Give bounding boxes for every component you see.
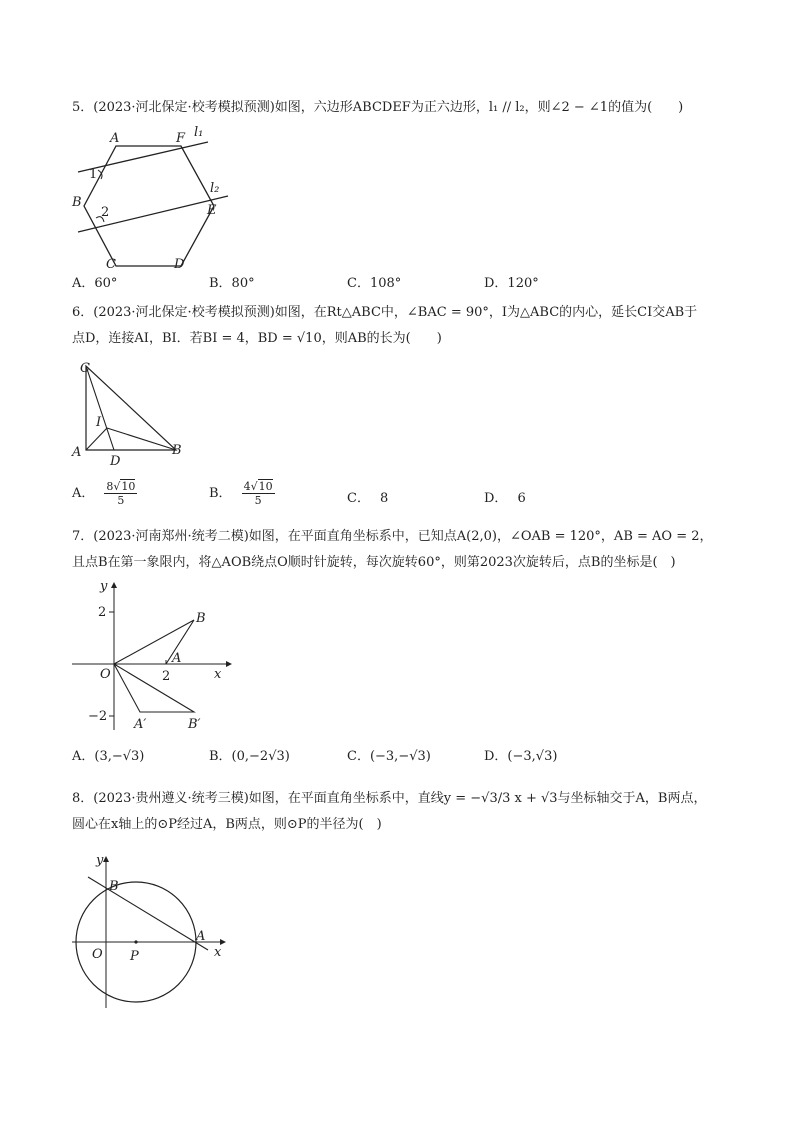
question-8-stem-line-1: 8．(2023·贵州遵义·统考三模)如图，在平面直角坐标系中，直线y = −√3/3 x + √3与坐标轴交于A，B两点， xyxy=(72,791,707,806)
label-C: C xyxy=(80,361,90,376)
option-d: D．120° xyxy=(484,276,539,291)
question-5-options xyxy=(72,272,732,298)
label-A: A xyxy=(172,651,182,666)
question-8 xyxy=(72,786,732,838)
label-E: E xyxy=(207,203,217,218)
label-A: A xyxy=(110,131,120,146)
label-l1: l₁ xyxy=(194,125,204,140)
option-a: A． $\frac{8√10}{5}$ xyxy=(72,480,136,507)
question-7-options xyxy=(72,745,732,771)
hexagon-diagram xyxy=(68,122,238,272)
label-O: O xyxy=(92,947,103,962)
option-c: C．(−3,−√3) xyxy=(347,749,431,764)
question-7-stem-line-2: 且点B在第一象限内，将△AOB绕点O顺时针旋转，每次旋转60°，则第2023次旋转后，点B的坐标是( ) xyxy=(72,555,676,570)
question-6-stem-line-2: 点D，连接AI，BI．若BI = 4，BD = √10，则AB的长为( ) xyxy=(72,331,442,346)
label-O: O xyxy=(100,667,111,682)
label-A: A xyxy=(72,445,82,460)
label-B: B xyxy=(196,611,206,626)
tick-2: 2 xyxy=(98,605,107,620)
label-y: y xyxy=(100,580,108,594)
label-x: x xyxy=(214,667,222,682)
question-8-stem-line-2: 圆心在x轴上的⊙P经过A，B两点，则⊙P的半径为( ) xyxy=(72,817,382,832)
label-C: C xyxy=(106,257,116,272)
tick-minus-2: −2 xyxy=(88,709,108,724)
coordinate-diagram xyxy=(68,580,238,740)
question-6-options xyxy=(72,480,732,514)
label-l2: l₂ xyxy=(210,181,220,196)
question-5-figure xyxy=(68,122,238,272)
label-angle-2: 2 xyxy=(101,205,110,220)
label-B: B xyxy=(109,879,119,894)
label-A-prime: A′ xyxy=(134,717,147,732)
label-angle-1: 1 xyxy=(89,167,98,182)
option-c: C． 8 xyxy=(347,491,389,506)
question-7-stem-line-1: 7．(2023·河南郑州·统考二模)如图，在平面直角坐标系中，已知点A(2,0)，∠OAB = 120°，AB = AO = 2， xyxy=(72,529,713,544)
option-c: C．108° xyxy=(347,276,402,291)
question-5 xyxy=(72,95,732,121)
question-6-stem-line-1: 6．(2023·河北保定·校考模拟预测)如图，在Rt△ABC中，∠BAC = 90°，I为△ABC的内心，延长CI交AB于 xyxy=(72,305,698,320)
option-b: B． $\frac{4√10}{5}$ xyxy=(209,480,273,507)
option-a: A．(3,−√3) xyxy=(72,749,145,764)
option-a: A．60° xyxy=(72,276,118,291)
label-y: y xyxy=(96,853,104,868)
label-x: x xyxy=(214,945,222,960)
question-7 xyxy=(72,524,732,576)
circle-diagram xyxy=(68,852,238,1012)
question-5-stem: 5．(2023·河北保定·校考模拟预测)如图，六边形ABCDEF为正六边形，l₁ // l₂，则∠2 − ∠1的值为( ) xyxy=(72,100,684,115)
label-D: D xyxy=(110,454,121,468)
option-b: B．(0,−2√3) xyxy=(209,749,290,764)
question-6 xyxy=(72,300,732,352)
label-B-prime: B′ xyxy=(188,717,201,732)
label-P: P xyxy=(130,949,139,964)
label-B: B xyxy=(172,443,182,458)
option-b: B．80° xyxy=(209,276,255,291)
option-d: D．(−3,√3) xyxy=(484,749,558,764)
x-tick-2: 2 xyxy=(162,669,171,684)
question-7-figure xyxy=(68,580,238,740)
label-F: F xyxy=(176,131,186,146)
label-I: I xyxy=(96,415,102,430)
label-A: A xyxy=(196,929,206,944)
label-B: B xyxy=(72,195,82,210)
question-8-figure xyxy=(68,852,238,1012)
option-d: D． 6 xyxy=(484,491,526,506)
triangle-diagram xyxy=(68,358,188,468)
question-6-figure xyxy=(68,358,188,468)
label-D: D xyxy=(174,257,185,272)
